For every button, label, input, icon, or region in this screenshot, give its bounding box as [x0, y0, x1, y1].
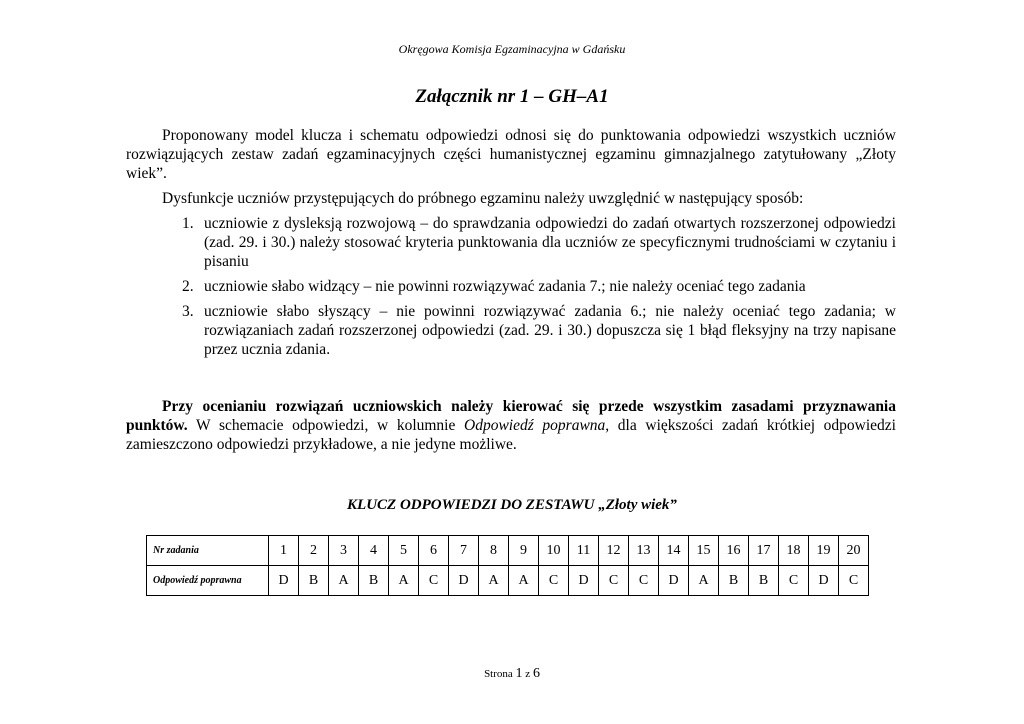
answer-cell: C	[839, 566, 869, 596]
list-item-text: uczniowie słabo słyszący – nie powinni rozwiązywać zadania 6.; nie należy oceniać tego zadania; w rozwiązaniach zadań rozszerzonej odpowiedzi (zad. 29. i 30.) dopuszcza się 1 błąd fleksyjny na trzy napisane przez ucznia zdania.	[204, 303, 896, 358]
answer-cell: B	[749, 566, 779, 596]
task-number-cell: 12	[599, 536, 629, 566]
answer-cell: D	[809, 566, 839, 596]
list-item-number: 1.	[182, 215, 194, 232]
list-item	[126, 302, 896, 359]
answer-cell: D	[449, 566, 479, 596]
document-title: Załącznik nr 1 – GH–A1	[415, 86, 609, 107]
answer-cell: A	[389, 566, 419, 596]
list-item	[126, 214, 896, 271]
page-header: Okręgowa Komisja Egzaminacyjna w Gdańsku	[398, 42, 626, 56]
answer-key-table	[146, 535, 869, 596]
task-number-cell: 18	[779, 536, 809, 566]
task-number-cell: 1	[269, 536, 299, 566]
task-number-cell: 14	[659, 536, 689, 566]
table-row-answers	[147, 566, 869, 596]
page-of: z	[525, 668, 531, 680]
list-item-number: 3.	[182, 303, 194, 320]
task-number-cell: 8	[479, 536, 509, 566]
task-number-cell: 16	[719, 536, 749, 566]
answer-cell: C	[419, 566, 449, 596]
rules-text-part-2: , dla większości zadań krótkiej odpowiedzi zamieszczono odpowiedzi przykładowe, a nie jedyne możliwe.	[126, 417, 896, 453]
answer-cell: C	[599, 566, 629, 596]
rules-text-part-1: W schemacie odpowiedzi, w kolumnie	[187, 417, 465, 434]
answer-cell: A	[689, 566, 719, 596]
answer-key-title: KLUCZ ODPOWIEDZI DO ZESTAWU „Złoty wiek”	[347, 497, 677, 513]
rules-paragraph	[126, 397, 896, 454]
answer-cell: C	[779, 566, 809, 596]
task-number-header: Nr zadania	[147, 536, 269, 566]
list-item-text: uczniowie słabo widzący – nie powinni rozwiązywać zadania 7.; nie należy oceniać tego zadania	[204, 278, 806, 295]
task-number-cell: 10	[539, 536, 569, 566]
answer-cell: A	[479, 566, 509, 596]
answer-cell: C	[629, 566, 659, 596]
list-item	[126, 277, 896, 296]
answer-cell: D	[269, 566, 299, 596]
task-number-cell: 7	[449, 536, 479, 566]
task-number-cell: 11	[569, 536, 599, 566]
page-current: 1	[515, 666, 523, 681]
correct-answer-header: Odpowiedź poprawna	[147, 566, 269, 596]
task-number-cell: 4	[359, 536, 389, 566]
task-number-cell: 19	[809, 536, 839, 566]
task-number-cell: 20	[839, 536, 869, 566]
answer-cell: D	[659, 566, 689, 596]
task-number-cell: 13	[629, 536, 659, 566]
task-number-cell: 5	[389, 536, 419, 566]
answer-cell: B	[299, 566, 329, 596]
task-number-cell: 3	[329, 536, 359, 566]
task-number-cell: 6	[419, 536, 449, 566]
task-number-cell: 17	[749, 536, 779, 566]
page-total: 6	[532, 666, 540, 681]
task-number-cell: 2	[299, 536, 329, 566]
answer-cell: B	[359, 566, 389, 596]
page-word: Strona	[484, 668, 513, 680]
table-row-task-numbers	[147, 536, 869, 566]
task-number-cell: 9	[509, 536, 539, 566]
answer-cell: C	[539, 566, 569, 596]
answer-cell: A	[329, 566, 359, 596]
answer-cell: B	[719, 566, 749, 596]
answer-cell: A	[509, 566, 539, 596]
list-item-number: 2.	[182, 278, 194, 295]
rules-italic-text: Odpowiedź poprawna	[464, 417, 606, 434]
answer-cell: D	[569, 566, 599, 596]
list-item-text: uczniowie z dysleksją rozwojową – do sprawdzania odpowiedzi do zadań otwartych rozszerzonej odpowiedzi (zad. 29. i 30.) należy stosować kryteria punktowania dla uczniów ze specyficznymi trudnościami w czytaniu i pisaniu	[204, 215, 896, 270]
rules-bold-text: Przy ocenianiu rozwiązań uczniowskich należy kierować się przede wszystkim zasadami przyznawania punktów.	[126, 398, 896, 434]
page-footer	[0, 666, 1024, 682]
dysfunctions-intro: Dysfunkcje uczniów przystępujących do próbnego egzaminu należy uwzględnić w następujący sposób:	[162, 190, 804, 207]
intro-paragraph: Proponowany model klucza i schematu odpowiedzi odnosi się do punktowania odpowiedzi wszystkich uczniów rozwiązujących zestaw zadań egzaminacyjnych części humanistycznej egzaminu gimnazjalnego zatytułowany „Złoty wiek”.	[126, 127, 896, 182]
dysfunctions-list	[126, 214, 896, 365]
task-number-cell: 15	[689, 536, 719, 566]
